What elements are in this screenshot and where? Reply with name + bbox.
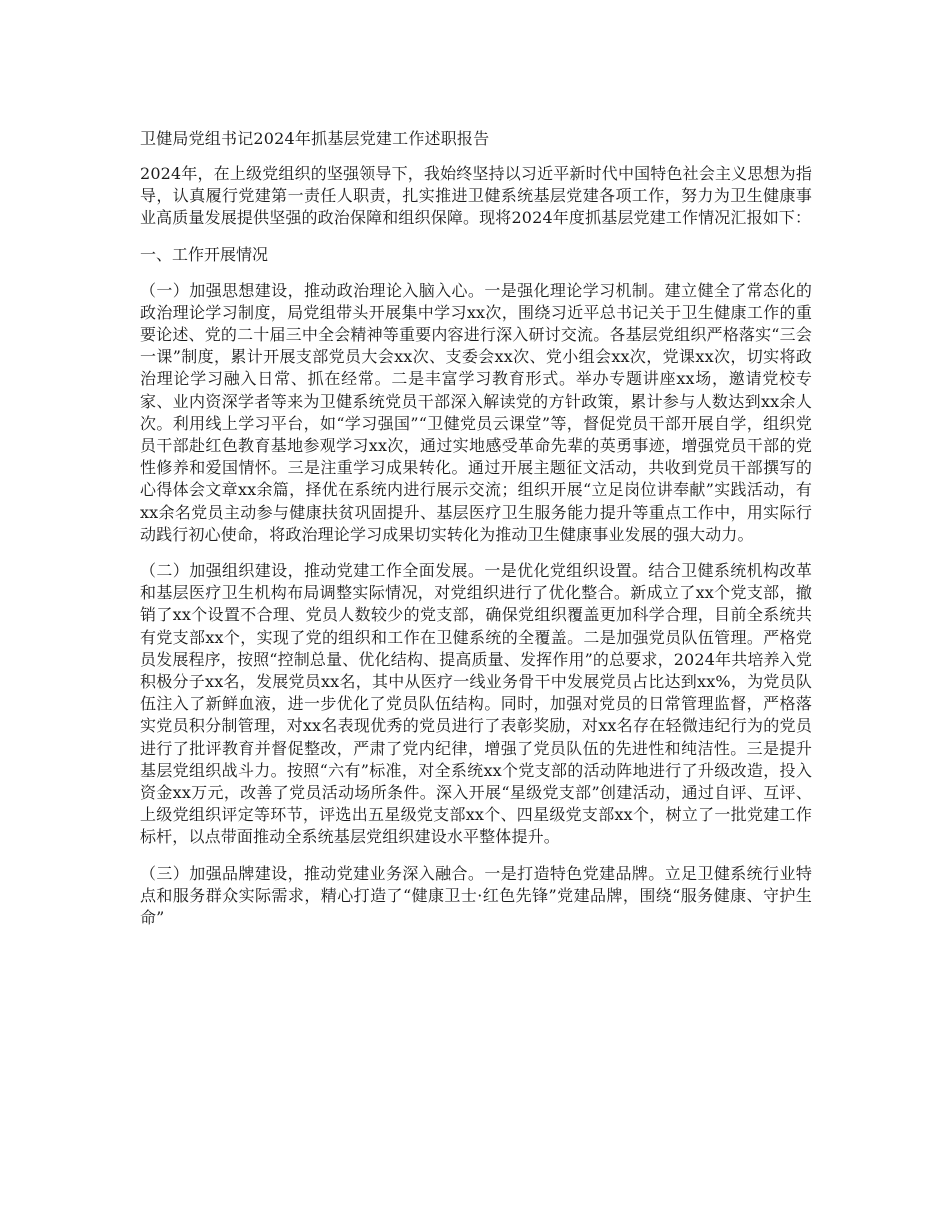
document-page — [140, 128, 812, 943]
paragraph-brand-building: （三）加强品牌建设，推动党建业务深入融合。一是打造特色党建品牌。立足卫健系统行业特点和服务群众实际需求，精心打造了“健康卫士·红色先锋”党建品牌，围绕“服务健康、守护生命” — [140, 863, 812, 928]
section-heading-work-progress: 一、工作开展情况 — [140, 244, 269, 264]
paragraph-organizational-building: （二）加强组织建设，推动党建工作全面发展。一是优化党组织设置。结合卫健系统机构改革和基层医疗卫生机构布局调整实际情况，对党组织进行了优化整合。新成立了xx个党支部，撤销了xx个设置不合理、党员人数较少的党支部，确保党组织覆盖更加科学合理，目前全系统共有党支部xx个，实现了党的组织和工作在卫健系统的全覆盖。二是加强党员队伍管理。严格党员发展程序，按照“控制总量、优化结构、提高质量、发挥作用”的总要求，2024年共培养入党积极分子xx名，发展党员xx名，其中从医疗一线业务骨干中发展党员占比达到xx%，为党员队伍注入了新鲜血液，进一步优化了党员队伍结构。同时，加强对党员的日常管理监督，严格落实党员积分制管理，对xx名表现优秀的党员进行了表彰奖励，对xx名存在轻微违纪行为的党员进行了批评教育并督促整改，严肃了党内纪律，增强了党员队伍的先进性和纯洁性。三是提升基层党组织战斗力。按照“六有”标准，对全系统xx个党支部的活动阵地进行了升级改造，投入资金xx万元，改善了党员活动场所条件。深入开展“星级党支部”创建活动，通过自评、互评、上级党组织评定等环节，评选出五星级党支部xx个、四星级党支部xx个，树立了一批党建工作标杆，以点带面推动全系统基层党组织建设水平整体提升。 — [140, 561, 812, 847]
document-title: 卫健局党组书记2024年抓基层党建工作述职报告 — [140, 129, 490, 148]
paragraph-ideological-building: （一）加强思想建设，推动政治理论入脑入心。一是强化理论学习机制。建立健全了常态化的政治理论学习制度，局党组带头开展集中学习xx次，围绕习近平总书记关于卫生健康工作的重要论述、党的二十届三中全会精神等重要内容进行深入研讨交流。各基层党组织严格落实“三会一课”制度，累计开展支部党员大会xx次、支委会xx次、党小组会xx次，党课xx次，切实将政治理论学习融入日常、抓在经常。二是丰富学习教育形式。举办专题讲座xx场，邀请党校专家、业内资深学者等来为卫健系统党员干部深入解读党的方针政策，累计参与人数达到xx余人次。利用线上学习平台，如“学习强国”“卫健党员云课堂”等，督促党员干部开展自学，组织党员干部赴红色教育基地参观学习xx次，通过实地感受革命先辈的英勇事迹，增强党员干部的党性修养和爱国情怀。三是注重学习成果转化。通过开展主题征文活动，共收到党员干部撰写的心得体会文章xx余篇，择优在系统内进行展示交流；组织开展“立足岗位讲奉献”实践活动，有xx余名党员主动参与健康扶贫巩固提升、基层医疗卫生服务能力提升等重点工作中，用实际行动践行初心使命，将政治理论学习成果切实转化为推动卫生健康事业发展的强大动力。 — [140, 280, 812, 544]
intro-paragraph: 2024年，在上级党组织的坚强领导下，我始终坚持以习近平新时代中国特色社会主义思想为指导，认真履行党建第一责任人职责，扎实推进卫健系统基层党建各项工作，努力为卫生健康事业高质量发展提供坚强的政治保障和组织保障。现将2024年度抓基层党建工作情况汇报如下： — [140, 164, 812, 228]
